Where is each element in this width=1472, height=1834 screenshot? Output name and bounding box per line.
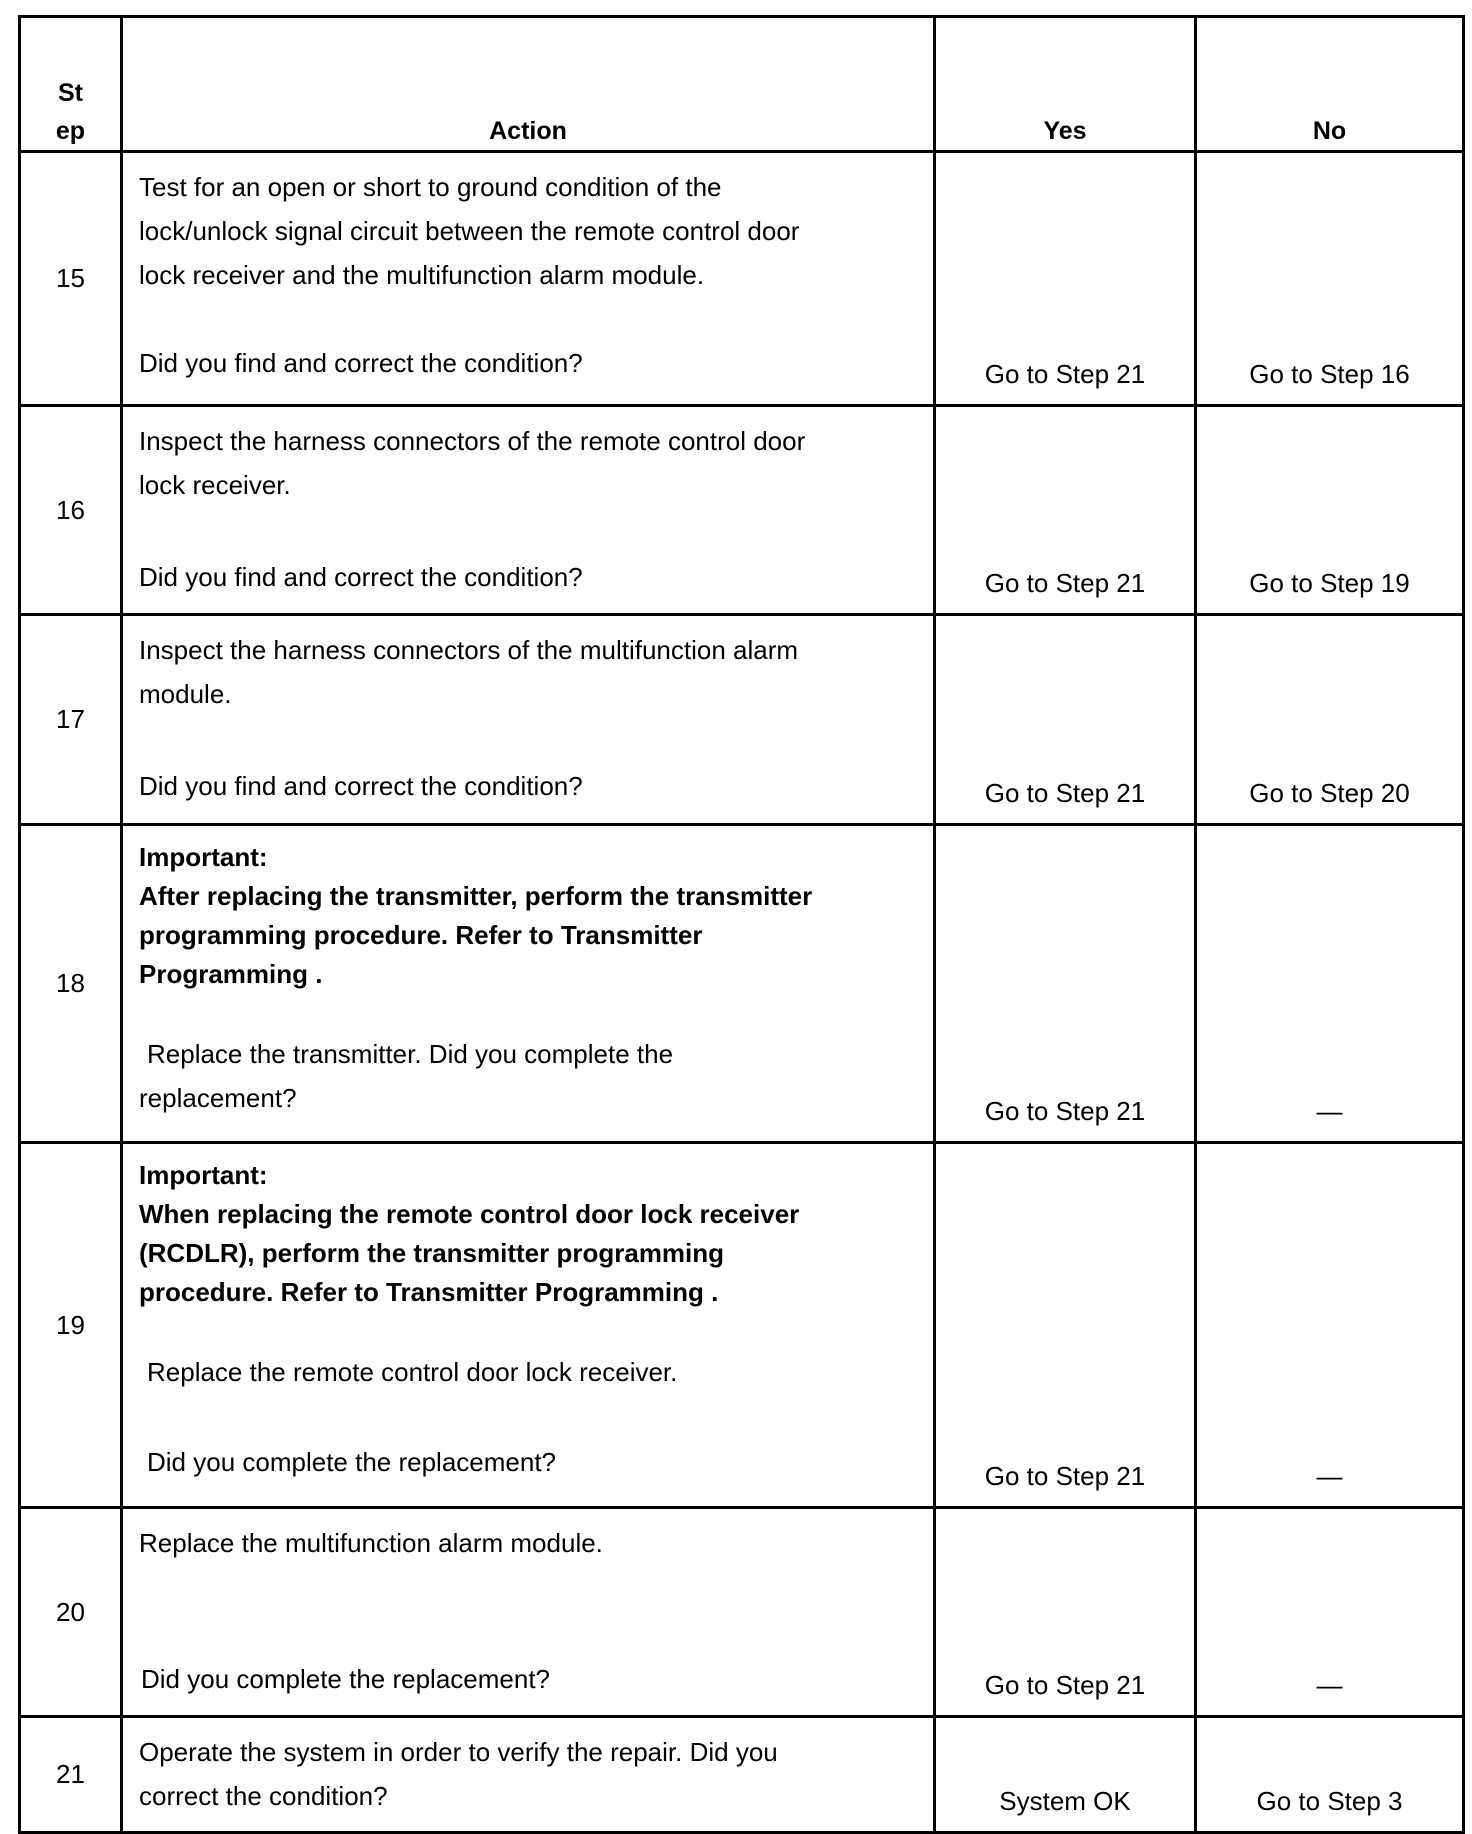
header-no <box>1196 17 1464 152</box>
important-line: (RCDLR), perform the transmitter programming <box>139 1238 725 1268</box>
no-cell <box>1196 825 1464 1143</box>
yes-result: Go to Step 21 <box>984 1461 1146 1491</box>
yes-cell <box>935 825 1196 1143</box>
no-result: Go to Step 16 <box>1249 359 1410 389</box>
action-question: Did you complete the replacement? <box>147 1447 557 1477</box>
action-line: Replace the remote control door lock receiver. <box>147 1357 678 1387</box>
no-cell <box>1196 615 1464 825</box>
yes-cell <box>935 406 1196 615</box>
no-result: Go to Step 20 <box>1249 778 1410 808</box>
action-cell <box>122 615 935 825</box>
important-label: Important: <box>139 842 268 872</box>
action-line: correct the condition? <box>139 1781 388 1811</box>
no-result: — <box>1316 1096 1343 1126</box>
yes-result: Go to Step 21 <box>984 778 1146 808</box>
important-line: When replacing the remote control door lock receiver <box>139 1199 800 1229</box>
step-number: 15 <box>20 152 122 406</box>
no-result: — <box>1316 1670 1343 1700</box>
header-step-line1: St <box>58 79 83 107</box>
action-question: Did you find and correct the condition? <box>139 562 583 592</box>
action-line: replacement? <box>139 1083 297 1113</box>
action-cell <box>122 152 935 406</box>
important-line: Programming . <box>139 959 323 989</box>
action-cell <box>122 825 935 1143</box>
table-row <box>20 825 1464 1143</box>
yes-cell <box>935 1508 1196 1717</box>
action-line: Test for an open or short to ground condition of the <box>139 172 722 202</box>
diagnostic-table <box>18 15 1465 1834</box>
action-line: module. <box>139 679 232 709</box>
step-number: 16 <box>20 406 122 615</box>
no-cell <box>1196 1717 1464 1833</box>
header-action <box>122 17 935 152</box>
action-line: Replace the transmitter. Did you complete the <box>147 1039 674 1069</box>
no-result: — <box>1316 1461 1343 1491</box>
table-row <box>20 152 1464 406</box>
important-line: procedure. Refer to Transmitter Programming . <box>139 1277 719 1307</box>
step-number: 21 <box>20 1717 122 1833</box>
yes-result: Go to Step 21 <box>984 359 1146 389</box>
yes-result: Go to Step 21 <box>984 568 1146 598</box>
yes-result: System OK <box>999 1786 1131 1816</box>
header-no-label: No <box>1312 117 1347 145</box>
important-label: Important: <box>139 1160 268 1190</box>
step-number: 17 <box>20 615 122 825</box>
yes-cell <box>935 152 1196 406</box>
no-cell <box>1196 1508 1464 1717</box>
action-cell <box>122 1508 935 1717</box>
action-question: Did you find and correct the condition? <box>139 348 583 378</box>
important-line: After replacing the transmitter, perform the transmitter <box>139 881 813 911</box>
yes-cell <box>935 615 1196 825</box>
action-line: Inspect the harness connectors of the remote control door <box>139 426 806 456</box>
header-yes-label: Yes <box>1043 117 1087 145</box>
table-row <box>20 615 1464 825</box>
table-row <box>20 1508 1464 1717</box>
header-step <box>20 17 122 152</box>
action-question: Did you find and correct the condition? <box>139 771 583 801</box>
no-cell <box>1196 152 1464 406</box>
table-row <box>20 1143 1464 1508</box>
action-line: Inspect the harness connectors of the multifunction alarm <box>139 635 799 665</box>
yes-result: Go to Step 21 <box>984 1096 1146 1126</box>
step-number: 19 <box>20 1143 122 1508</box>
yes-result: Go to Step 21 <box>984 1670 1146 1700</box>
no-result: Go to Step 19 <box>1249 568 1410 598</box>
action-cell <box>122 406 935 615</box>
table-row <box>20 1717 1464 1833</box>
header-row <box>20 17 1464 152</box>
header-action-label: Action <box>489 117 567 145</box>
action-line: Replace the multifunction alarm module. <box>139 1528 603 1558</box>
step-number: 18 <box>20 825 122 1143</box>
no-cell <box>1196 1143 1464 1508</box>
important-line: programming procedure. Refer to Transmitter <box>139 920 703 950</box>
action-question: Did you complete the replacement? <box>141 1664 551 1694</box>
no-cell <box>1196 406 1464 615</box>
header-step-line2: ep <box>55 117 86 145</box>
action-line: Operate the system in order to verify the repair. Did you <box>139 1737 778 1767</box>
yes-cell <box>935 1717 1196 1833</box>
action-line: lock/unlock signal circuit between the remote control door <box>139 216 800 246</box>
step-number: 20 <box>20 1508 122 1717</box>
header-yes <box>935 17 1196 152</box>
action-line: lock receiver and the multifunction alarm module. <box>139 260 705 290</box>
table-row <box>20 406 1464 615</box>
no-result: Go to Step 3 <box>1256 1786 1403 1816</box>
action-line: lock receiver. <box>139 470 291 500</box>
yes-cell <box>935 1143 1196 1508</box>
action-cell <box>122 1717 935 1833</box>
action-cell <box>122 1143 935 1508</box>
